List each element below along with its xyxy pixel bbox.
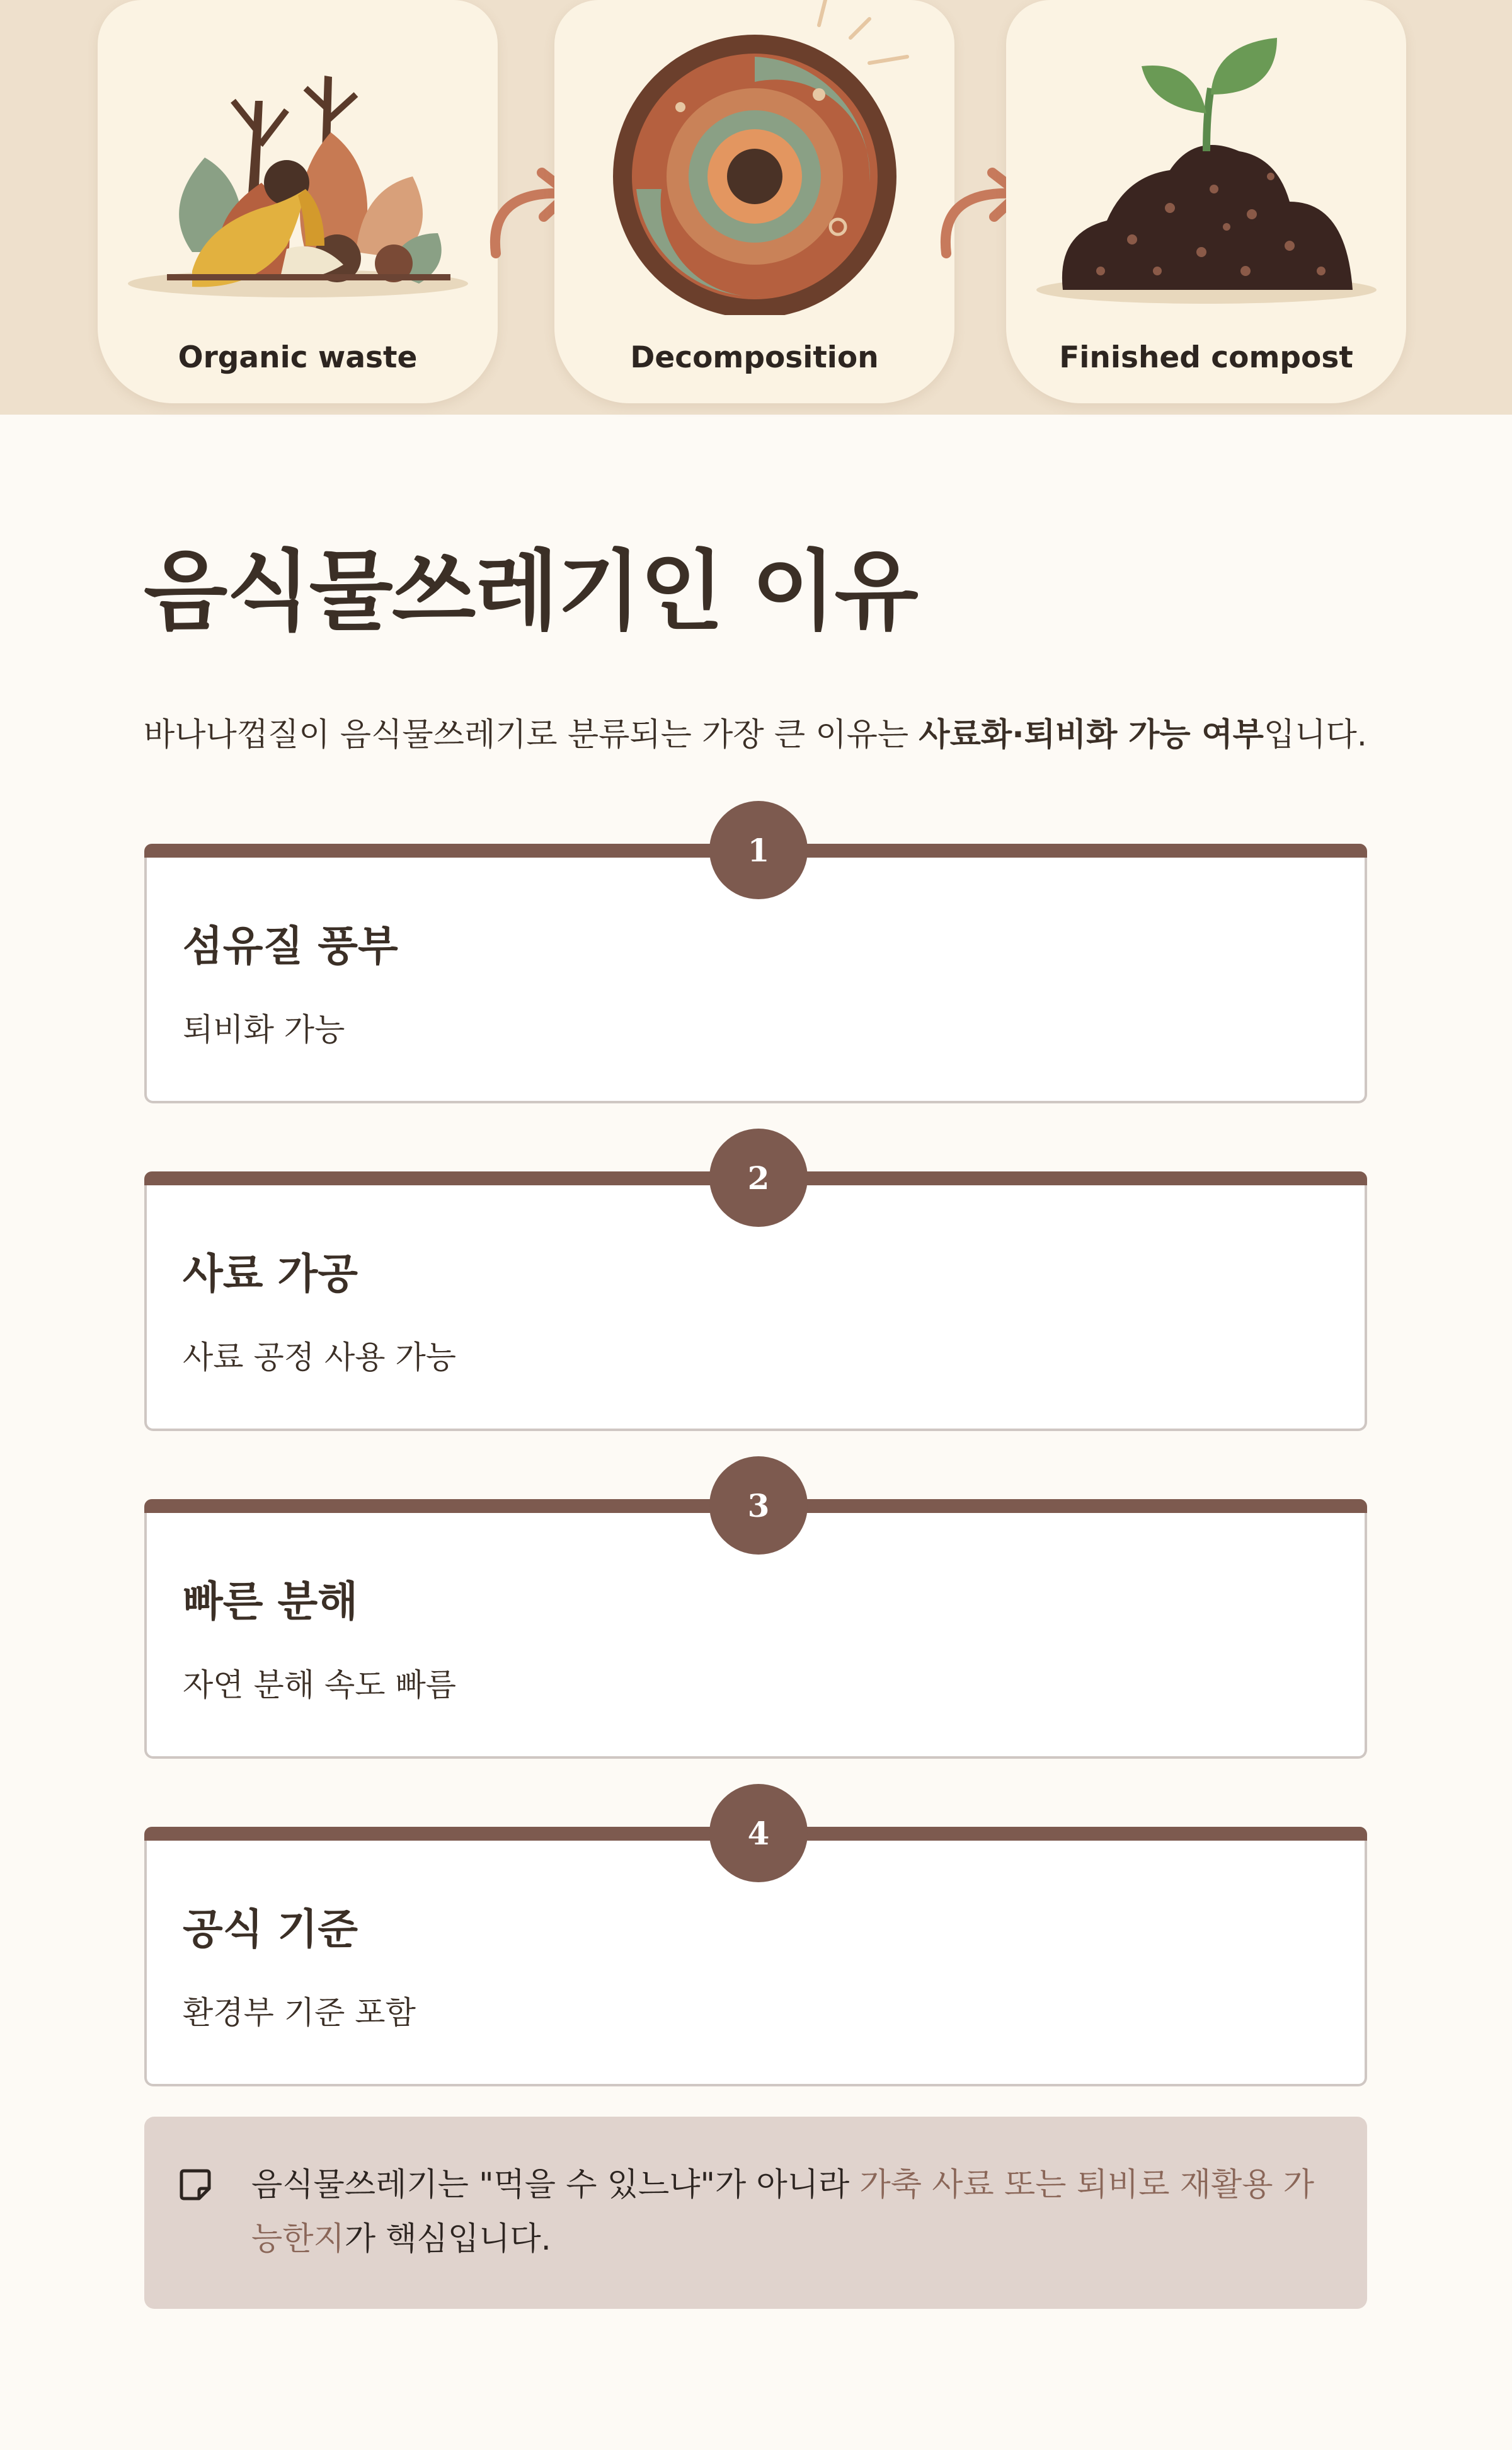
card-title: 빠른 분해 <box>183 1577 358 1626</box>
reason-card <box>144 1159 1367 1431</box>
hero-step-label: Organic waste <box>178 340 418 375</box>
note-highlight: 가축 사료 또는 퇴비로 재활용 가능한지 <box>251 2166 1315 2258</box>
intro-text-before: 바나나껍질이 음식물쓰레기로 분류되는 가장 큰 이유는 <box>144 716 919 754</box>
organic-waste-pile-icon <box>98 0 498 315</box>
card-title: 사료 가공 <box>183 1250 358 1298</box>
intro-text-bold: 사료화·퇴비화 가능 여부 <box>919 716 1264 754</box>
intro-text-after: 입니다. <box>1263 716 1367 754</box>
reason-card <box>144 1814 1367 2086</box>
hero-step-organic-waste <box>98 0 498 403</box>
hero-step-decomposition <box>554 0 954 403</box>
page-title: 음식물쓰레기인 이유 <box>144 541 917 642</box>
compost-sprout-icon <box>1006 0 1406 315</box>
note-text <box>251 2158 1335 2267</box>
card-description: 자연 분해 속도 빠름 <box>183 1667 457 1703</box>
intro-text <box>144 715 1404 756</box>
hero-step-finished-compost <box>1006 0 1406 403</box>
hero-step-label: Decomposition <box>630 340 879 375</box>
step-number-badge: 1 <box>709 801 808 899</box>
note-callout <box>144 2117 1367 2309</box>
step-number-badge: 2 <box>709 1129 808 1227</box>
step-number-badge: 3 <box>709 1456 808 1555</box>
hero-step-label: Finished compost <box>1059 340 1353 375</box>
hero-banner <box>0 0 1512 415</box>
reason-card <box>144 1487 1367 1759</box>
card-description: 환경부 기준 포함 <box>183 1994 416 2031</box>
note-text-after: 가 핵심입니다. <box>344 2221 551 2258</box>
reason-card <box>144 831 1367 1103</box>
card-title: 공식 기준 <box>183 1905 358 1953</box>
card-title: 섬유질 풍부 <box>183 922 398 970</box>
memo-note-icon <box>179 2168 212 2204</box>
card-description: 사료 공정 사용 가능 <box>183 1339 457 1376</box>
step-number-badge: 4 <box>709 1784 808 1882</box>
decomposition-swirl-icon <box>554 0 954 315</box>
card-description: 퇴비화 가능 <box>183 1011 345 1048</box>
note-text-before: 음식물쓰레기는 "먹을 수 있느냐"가 아니라 <box>251 2166 860 2204</box>
